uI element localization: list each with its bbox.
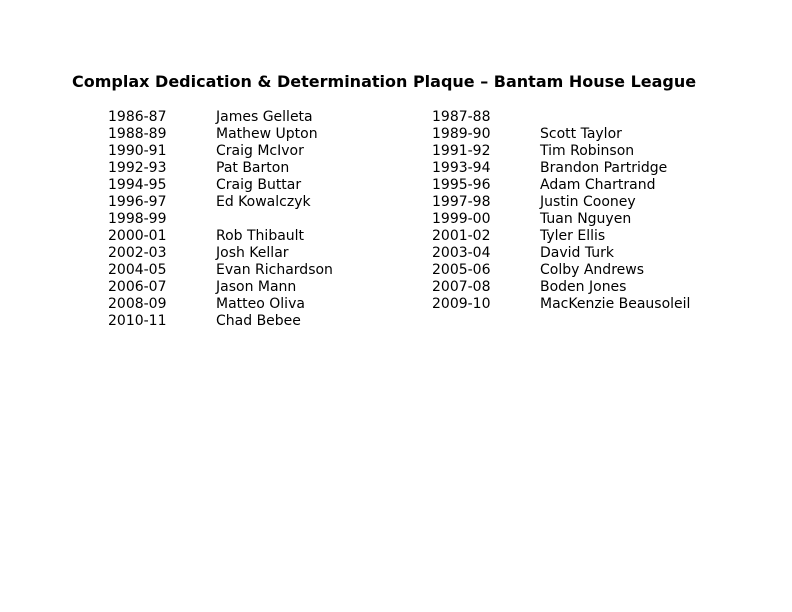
season-year: 2000-01 (108, 228, 167, 244)
season-year: 1993-94 (432, 160, 491, 176)
season-year: 1990-91 (108, 143, 167, 159)
season-year: 1987-88 (432, 109, 491, 125)
list-item (108, 245, 333, 262)
list-item (432, 296, 690, 313)
list-item (108, 228, 333, 245)
recipient-name: Jason Mann (216, 279, 297, 295)
season-year: 2010-11 (108, 313, 167, 329)
recipient-name: MacKenzie Beausoleil (540, 296, 691, 312)
list-item (108, 177, 333, 194)
season-year: 1997-98 (432, 194, 491, 210)
recipient-name: Scott Taylor (540, 126, 622, 142)
page-title: Complax Dedication & Determination Plaque – Bantam House League (72, 72, 697, 91)
list-item (432, 194, 690, 211)
list-item (432, 279, 690, 296)
recipient-name: Tuan Nguyen (540, 211, 632, 227)
recipient-name: Colby Andrews (540, 262, 644, 278)
list-item (432, 262, 690, 279)
season-year: 2009-10 (432, 296, 491, 312)
recipient-name: Rob Thibault (216, 228, 305, 244)
recipient-name: Chad Bebee (216, 313, 301, 329)
season-year: 2006-07 (108, 279, 167, 295)
season-year: 1988-89 (108, 126, 167, 142)
season-year: 1999-00 (432, 211, 491, 227)
season-year: 1995-96 (432, 177, 491, 193)
list-item (432, 228, 690, 245)
list-item (108, 143, 333, 160)
season-year: 2008-09 (108, 296, 167, 312)
season-year: 1986-87 (108, 109, 167, 125)
recipient-name: Boden Jones (540, 279, 627, 295)
recipient-name: Justin Cooney (540, 194, 636, 210)
list-item (108, 313, 333, 330)
recipient-name: Ed Kowalczyk (216, 194, 311, 210)
season-year: 2001-02 (432, 228, 491, 244)
recipient-name: Josh Kellar (216, 245, 289, 261)
season-year: 1996-97 (108, 194, 167, 210)
season-year: 1991-92 (432, 143, 491, 159)
recipient-name: Craig McIvor (216, 143, 304, 159)
list-item (108, 296, 333, 313)
list-item (108, 126, 333, 143)
list-item (108, 160, 333, 177)
recipient-name: Mathew Upton (216, 126, 318, 142)
list-item (432, 143, 690, 160)
list-item (432, 160, 690, 177)
list-item (108, 279, 333, 296)
list-item (108, 109, 333, 126)
recipient-name: Pat Barton (216, 160, 290, 176)
list-item (108, 262, 333, 279)
season-year: 1992-93 (108, 160, 167, 176)
list-item (108, 211, 333, 228)
recipient-name: James Gelleta (216, 109, 313, 125)
list-item (432, 245, 690, 262)
left-column (108, 109, 333, 330)
recipient-name: Craig Buttar (216, 177, 302, 193)
right-column (432, 109, 690, 313)
recipient-name: Evan Richardson (216, 262, 333, 278)
season-year: 2005-06 (432, 262, 491, 278)
season-year: 1989-90 (432, 126, 491, 142)
recipient-name: David Turk (540, 245, 615, 261)
season-year: 2002-03 (108, 245, 167, 261)
recipient-name: Tim Robinson (540, 143, 635, 159)
list-item (432, 109, 690, 126)
recipient-name: Tyler Ellis (540, 228, 606, 244)
season-year: 2007-08 (432, 279, 491, 295)
list-item (432, 211, 690, 228)
list-item (432, 126, 690, 143)
list-item (108, 194, 333, 211)
season-year: 1994-95 (108, 177, 167, 193)
season-year: 1998-99 (108, 211, 167, 227)
list-item (432, 177, 690, 194)
recipient-name: Adam Chartrand (540, 177, 656, 193)
recipient-name: Brandon Partridge (540, 160, 668, 176)
season-year: 2003-04 (432, 245, 491, 261)
season-year: 2004-05 (108, 262, 167, 278)
recipient-name: Matteo Oliva (216, 296, 305, 312)
